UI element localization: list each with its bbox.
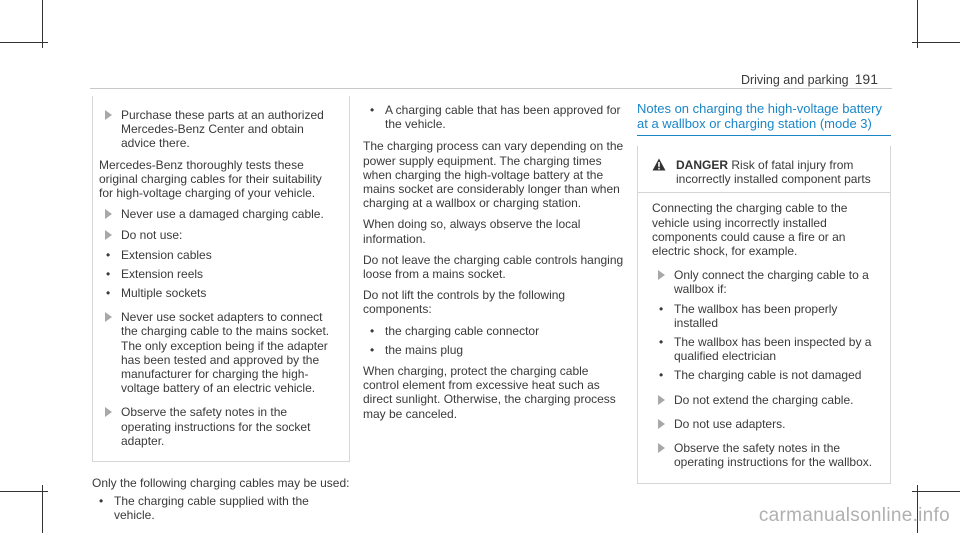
instruction-step: Only connect the charging cable to a wallbox if: (652, 268, 876, 296)
section-title: Driving and parking (740, 73, 849, 87)
crop-mark (917, 0, 918, 48)
heading-rule (637, 135, 891, 136)
list-item: • The wallbox has been properly installed (659, 301, 838, 330)
list-item: • A charging cable that has been approved for the vehicle. (370, 103, 621, 132)
danger-text: Risk of fatal injury from incorrectly installed component parts (676, 158, 871, 187)
crop-mark (0, 42, 48, 43)
step-arrow-icon (658, 395, 665, 405)
list-item: • the charging cable connector (370, 323, 540, 338)
instruction-step: Observe the safety notes in the operating instructions for the socket adapter. (99, 405, 337, 448)
danger-notice (652, 158, 876, 186)
step-arrow-icon (105, 312, 112, 322)
list-item: • the mains plug (370, 342, 464, 357)
step-arrow-icon (658, 419, 665, 429)
step-arrow-icon (105, 230, 112, 240)
danger-box (637, 146, 891, 484)
header-rule (90, 88, 892, 89)
crop-mark (912, 42, 960, 43)
list-item: • The wallbox has been inspected by a qualified electrician (659, 335, 872, 364)
bullet-icon: • (370, 103, 375, 117)
paragraph: Connecting the charging cable to the vehicle using incorrectly installed components could cause a fire or an electric shock, for example. (652, 201, 848, 259)
list-item: • The charging cable supplied with the vehicle. (99, 494, 309, 523)
crop-mark (0, 491, 48, 492)
running-header (741, 71, 878, 87)
paragraph: Only the following charging cables may be used: (92, 476, 350, 491)
divider (638, 192, 890, 193)
bullet-icon: • (106, 247, 111, 262)
column-left (92, 96, 350, 528)
bullet-icon: • (370, 342, 375, 357)
step-arrow-icon (658, 270, 665, 280)
bullet-icon: • (99, 494, 104, 509)
instruction-step: Purchase these parts at an authorized Mercedes-Benz Center and obtain advice there. (99, 108, 337, 151)
paragraph: Do not lift the controls by the following components: (363, 288, 566, 317)
column-middle (363, 103, 625, 428)
bullet-icon: • (106, 286, 111, 301)
instruction-step: Do not use adapters. (652, 417, 876, 431)
warning-icon (652, 158, 666, 171)
bullet-icon: • (106, 266, 111, 281)
paragraph: Mercedes-Benz thoroughly tests these original charging cables for their suitability for high-voltage charging of your vehicle. (99, 157, 322, 201)
bullet-icon: • (659, 301, 664, 316)
watermark: carmanualsonline.info (758, 505, 950, 526)
crop-mark (42, 0, 43, 48)
paragraph: Do not leave the charging cable controls hanging loose from a mains socket. (363, 252, 624, 282)
paragraph: When doing so, always observe the local information. (363, 217, 581, 246)
instruction-step: Do not extend the charging cable. (652, 393, 876, 407)
paragraph: When charging, protect the charging cable control element from excessive heat such as direct sunlight. Otherwise, the charging process may be canceled. (363, 364, 616, 421)
list-item: • Extension cables (106, 247, 212, 262)
step-arrow-icon (105, 407, 112, 417)
instruction-step: Observe the safety notes in the operating instructions for the wallbox. (652, 441, 876, 469)
instruction-step: Do not use: (99, 228, 337, 242)
instruction-step: Never use socket adapters to connect the charging cable to the mains socket. The only exception being if the adapter has been tested and approved by the manufacturer for charging the high-voltage battery of an electric vehicle. (99, 310, 337, 395)
paragraph: The charging process can vary depending on the power supply equipment. The charging times when charging the high-voltage battery at the mains socket are considerably longer than when charging at a wallbox or charging station. (363, 139, 624, 211)
bullet-icon: • (659, 368, 664, 383)
step-arrow-icon (105, 110, 112, 120)
column-right (637, 101, 891, 484)
instruction-box (92, 96, 350, 462)
list-item: • The charging cable is not damaged (659, 368, 862, 383)
step-arrow-icon (105, 209, 112, 219)
bullet-icon: • (659, 335, 664, 350)
danger-label: DANGER (676, 158, 729, 172)
crop-mark (912, 491, 960, 492)
bullet-icon: • (370, 323, 375, 338)
crop-mark (42, 485, 43, 533)
page-number: 191 (854, 71, 878, 87)
list-item: • Multiple sockets (106, 286, 207, 301)
step-arrow-icon (658, 443, 665, 453)
section-heading: Notes on charging the high-voltage battery at a wallbox or charging station (mode 3) (637, 101, 882, 131)
instruction-step: Never use a damaged charging cable. (99, 207, 337, 221)
list-item: • Extension reels (106, 266, 204, 281)
